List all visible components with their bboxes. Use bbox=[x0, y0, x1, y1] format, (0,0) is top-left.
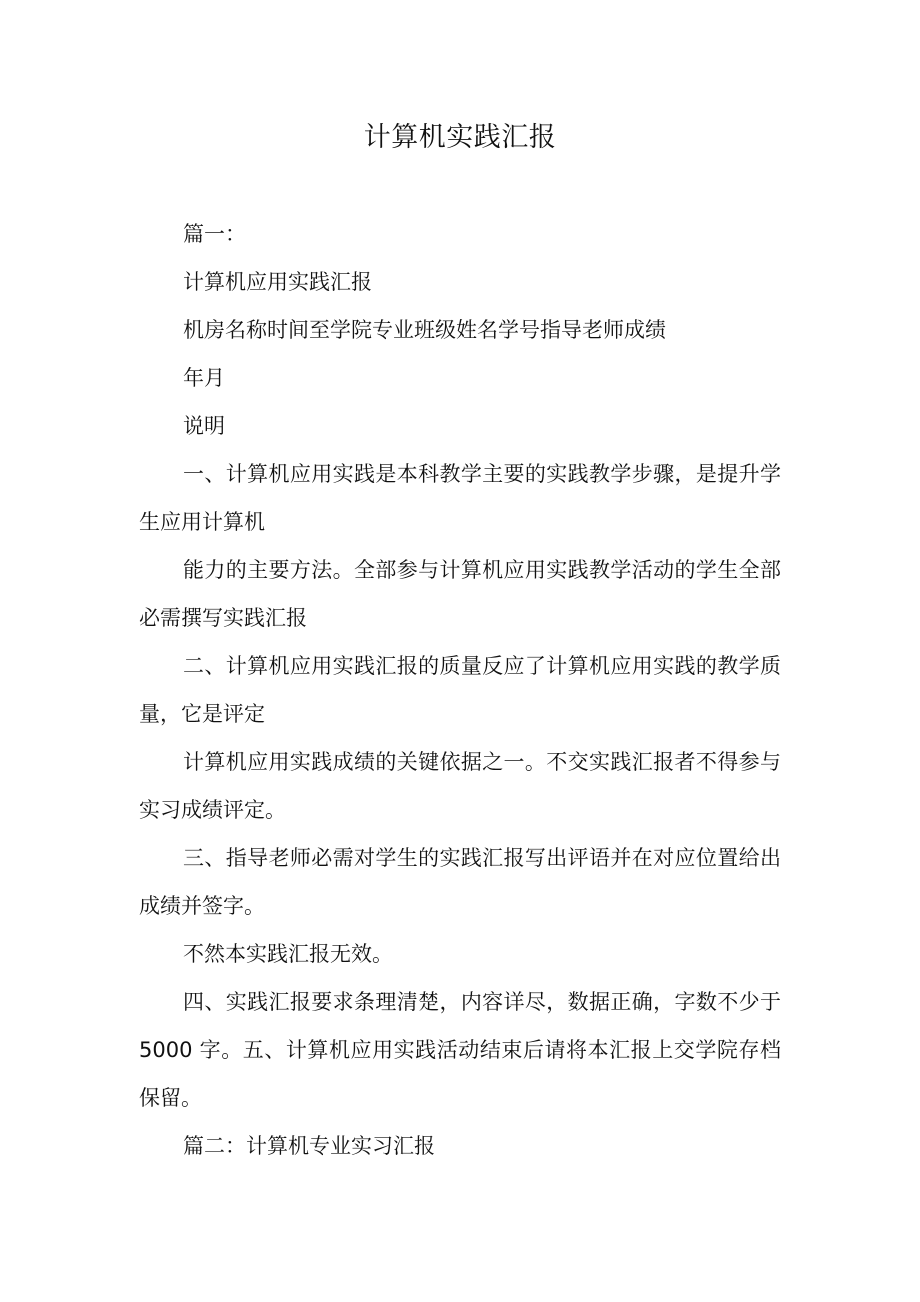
paragraph-item-two-cont: 计算机应用实践成绩的关键依据之一。不交实践汇报者不得参与实习成绩评定。 bbox=[139, 750, 781, 822]
paragraph-report-title: 计算机应用实践汇报 bbox=[183, 270, 372, 294]
paragraph-item-one: 一、计算机应用实践是本科教学主要的实践教学步骤，是提升学生应用计算机 bbox=[139, 462, 781, 534]
paragraph-section-two-heading: 篇二：计算机专业实习汇报 bbox=[183, 1134, 435, 1158]
paragraph-item-two: 二、计算机应用实践汇报的质量反应了计算机应用实践的教学质量，它是评定 bbox=[139, 654, 781, 726]
paragraph-item-four-five: 四、实践汇报要求条理清楚，内容详尽，数据正确，字数不少于5000 字。五、计算机应用实践活动结束后请将本汇报上交学院存档保留。 bbox=[139, 990, 781, 1110]
paragraph-date-fields: 年月 bbox=[183, 366, 225, 390]
paragraph-item-one-cont: 能力的主要方法。全部参与计算机应用实践教学活动的学生全部必需撰写实践汇报 bbox=[139, 558, 781, 630]
paragraph-item-three-cont: 不然本实践汇报无效。 bbox=[183, 942, 393, 966]
paragraph-section-one-heading: 篇一： bbox=[183, 222, 246, 246]
paragraph-info-fields: 机房名称时间至学院专业班级姓名学号指导老师成绩 bbox=[183, 318, 666, 342]
paragraph-instructions-heading: 说明 bbox=[183, 414, 225, 438]
document-title: 计算机实践汇报 bbox=[363, 122, 557, 153]
document-body bbox=[139, 210, 781, 1170]
paragraph-item-three: 三、指导老师必需对学生的实践汇报写出评语并在对应位置给出成绩并签字。 bbox=[139, 846, 781, 918]
